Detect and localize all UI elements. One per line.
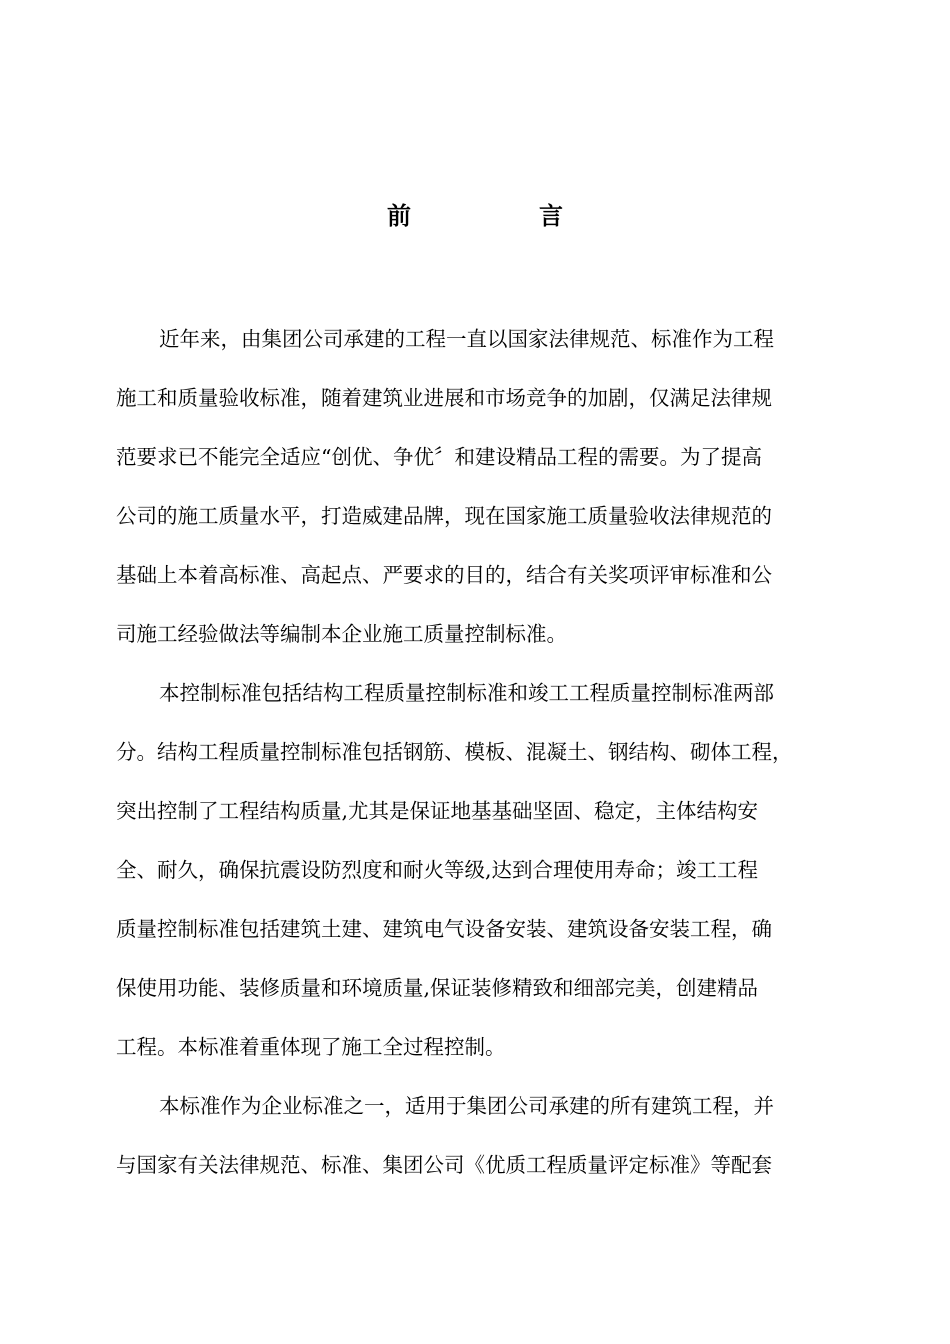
- paragraph-2: [116, 671, 840, 1069]
- text-line: 施工和质量验收标准，随着建筑业进展和市场竞争的加剧，仅满足法律规: [116, 386, 772, 410]
- document-body: [116, 317, 840, 1202]
- text-line: 全、耐久，确保抗震设防烈度和耐火等级,达到合理使用寿命；竣工工程: [116, 858, 759, 882]
- text-line: 工程。本标准着重体现了施工全过程控制。: [116, 1035, 506, 1059]
- text-line: 本标准作为企业标准之一，适用于集团公司承建的所有建筑工程，并: [159, 1094, 774, 1118]
- text-line: 分。结构工程质量控制标准包括钢筋、模板、混凝土、钢结构、砌体工程，: [116, 740, 793, 764]
- text-line: 与国家有关法律规范、标准、集团公司《优质工程质量评定标准》等配套: [116, 1153, 772, 1177]
- text-line: 近年来，由集团公司承建的工程一直以国家法律规范、标准作为工程: [159, 327, 774, 351]
- paragraph-1: [116, 317, 840, 656]
- paragraph-3: [116, 1084, 840, 1187]
- text-line: 突出控制了工程结构质量,尤其是保证地基基础坚固、稳定，主体结构安: [116, 799, 759, 823]
- text-line: 司施工经验做法等编制本企业施工质量控制标准。: [116, 622, 567, 646]
- page-title: 前 言: [387, 201, 615, 230]
- text-line: 范要求已不能完全适应“创优、争优〞和建设精品工程的需要。为了提高: [116, 445, 762, 469]
- text-line: 保使用功能、装修质量和环境质量,保证装修精致和细部完美，创建精品: [116, 976, 759, 1000]
- text-line: 公司的施工质量水平，打造威建品牌，现在国家施工质量验收法律规范的: [116, 504, 772, 528]
- text-line: 基础上本着高标准、高起点、严要求的目的，结合有关奖项评审标准和公: [116, 563, 772, 587]
- text-line: 质量控制标准包括建筑土建、建筑电气设备安装、建筑设备安装工程，确: [116, 917, 772, 941]
- text-line: 本控制标准包括结构工程质量控制标准和竣工工程质量控制标准两部: [159, 681, 774, 705]
